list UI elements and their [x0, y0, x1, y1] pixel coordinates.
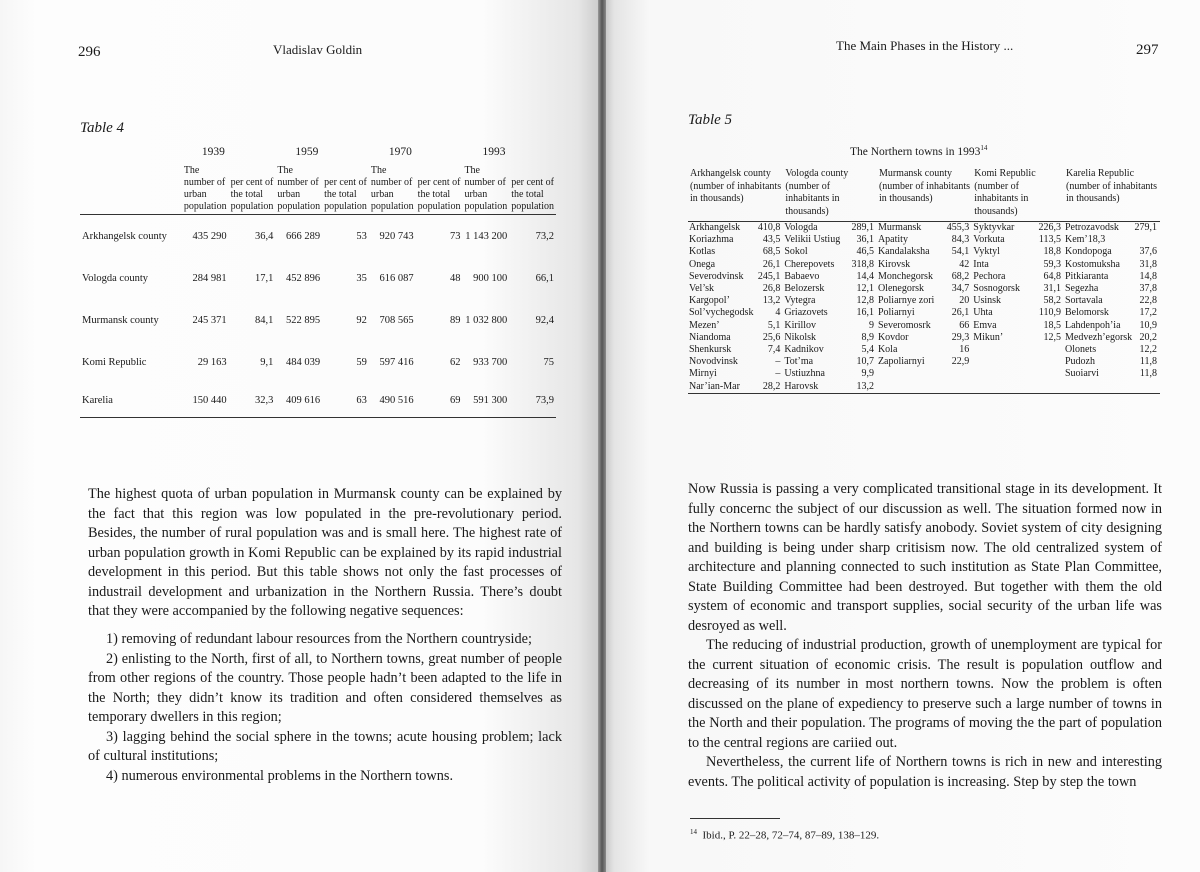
- town-population: 16: [959, 344, 970, 356]
- northern-towns-table: [688, 168, 1160, 394]
- town-population: 4: [775, 307, 781, 319]
- town-name: Vytegra: [784, 295, 816, 307]
- town-population: 31,1: [1043, 283, 1061, 295]
- town-population: 26,1: [762, 258, 781, 270]
- table-row: [688, 368, 1160, 380]
- town-population: 7,4: [767, 344, 781, 356]
- table-row: [688, 356, 1160, 368]
- paragraph: Now Russia is passing a very complicated transitional stage in its development. It fully concernc the subject of our discussion as well. The situation formed now in the Northern towns can be hardly satisfy anobody. Soviet system of city designing and building is being under sharp critisism now. The old centralized system of architecture and planning connected to such institution as State Plan Committee, State Building Committee had been destroyed. But together with them the old system of economic and transport supplies, social security of the urban life was desroyed as well.: [688, 481, 1162, 634]
- year-header: 1939: [201, 146, 225, 158]
- table-cell: 84,1: [254, 314, 274, 326]
- town-name: Kandalaksha: [877, 246, 930, 258]
- table-cell: 284 981: [192, 272, 227, 284]
- town-population: 14,4: [856, 270, 874, 282]
- table-cell: 92,4: [535, 314, 554, 326]
- list-item: 3) lagging behind the social sphere in the towns; acute housing problem; lack of cultural institutions;: [88, 728, 562, 764]
- town-name: Cherepovets: [784, 258, 835, 270]
- town-population: 9,9: [861, 368, 874, 380]
- table-cell: 522 895: [286, 314, 321, 326]
- northern-towns-body: [688, 222, 1160, 394]
- town-name: [972, 356, 1031, 368]
- table-caption: Table 4: [80, 120, 125, 136]
- col-header: Karelia Republic (number of inhabitants in thousands): [1064, 168, 1160, 222]
- col-header: The number of urban population: [182, 164, 229, 215]
- region-name: Karelia: [80, 383, 182, 418]
- town-population: 59,3: [1043, 258, 1061, 270]
- town-name: Syktyvkar: [973, 222, 1015, 233]
- table-row: [688, 234, 1160, 246]
- town-name: Kirovsk: [877, 258, 911, 270]
- col-header: The number of urban population: [369, 164, 416, 215]
- table-row: [688, 320, 1160, 332]
- town-population: 18,5: [1043, 319, 1061, 331]
- table-cell: 29 163: [197, 356, 227, 368]
- col-header: Vologda county (number of inhabitants in thousands): [783, 168, 877, 222]
- town-name: Griazovets: [784, 307, 828, 319]
- town-population: 22,9: [951, 356, 970, 368]
- table-cell: 708 565: [379, 314, 414, 326]
- paragraph: The highest quota of urban population in Murmansk county can be explained by the fact that this region was low populated in the pre-revolutionary period. Besides, the number of rural population was and is small here. The highest rate of urban population growth in Komi Republic can be explained by its rapid industrial development in this period. But this table shows not only the fast processes of industrail development and urbanization in the Northern Russia. There’s doubt that they were accompanied by the following negative sequences:: [88, 486, 562, 619]
- town-population: 54,1: [951, 246, 970, 258]
- town-name: Severodvinsk: [689, 270, 744, 282]
- town-name: Shenkursk: [689, 344, 732, 356]
- town-population: 22,8: [1139, 295, 1157, 307]
- town-name: Belozersk: [784, 283, 825, 295]
- town-population: 5,4: [861, 344, 874, 356]
- table-cell: 73,9: [509, 383, 556, 418]
- running-head: The Main Phases in the History ...: [836, 38, 1014, 53]
- town-name: Uhta: [973, 307, 993, 319]
- town-name: Tot’ma: [784, 356, 814, 368]
- town-name: Zapoliarnyi: [877, 356, 925, 368]
- table-cell: 484 039: [286, 356, 321, 368]
- table-row: [688, 283, 1160, 295]
- col-header: Arkhangelsk county (number of inhabitants in thousands): [688, 168, 783, 222]
- town-population: 43,5: [762, 234, 781, 246]
- town-population: 410,8: [757, 222, 781, 233]
- town-name: Kostomuksha: [1064, 258, 1120, 270]
- town-population: [1032, 368, 1064, 380]
- town-population: 26,8: [762, 283, 781, 295]
- town-name: Olenegorsk: [877, 283, 925, 295]
- town-population: 10,7: [856, 356, 874, 368]
- town-population: 13,2: [762, 295, 781, 307]
- town-population: 13,2: [848, 381, 877, 394]
- table-caption: Table 5: [688, 112, 733, 128]
- town-name: Suoiarvi: [1064, 368, 1099, 380]
- paragraph: The reducing of industrial production, growth of unemployment are typical for the current situation of economic crisis. The result is population outflow and decreasing of its number in most northern towns. Now the problem is often discussed on the plane of expediency to preserve such a large number of towns in the North and their population. The programs of moving the the part of population to the central regions are cariied out.: [688, 637, 1162, 751]
- col-header: Komi Republic (number of inhabitants in thousands): [972, 168, 1064, 222]
- consequences-list: [88, 630, 562, 786]
- region-name: Arkhangelsk county: [82, 230, 167, 242]
- population-table: [80, 145, 556, 418]
- table-row: [80, 299, 556, 341]
- table-cell: 597 416: [379, 356, 414, 368]
- town-population: 20,2: [1139, 331, 1157, 343]
- town-population: 42: [959, 258, 970, 270]
- table-cell: 69: [416, 383, 463, 418]
- town-population: 58,2: [1043, 295, 1061, 307]
- town-name: Emva: [973, 319, 997, 331]
- table-cell: 17,1: [254, 272, 274, 284]
- town-population: 26,1: [951, 307, 970, 319]
- region-name: Murmansk county: [82, 314, 159, 326]
- town-name: Pitkiaranta: [1064, 270, 1109, 282]
- year-header: 1993: [482, 146, 506, 158]
- town-name: Mikun’: [973, 331, 1004, 343]
- town-population: 31,8: [1139, 258, 1157, 270]
- table-cell: 245 371: [192, 314, 227, 326]
- town-name: Onega: [689, 258, 716, 270]
- town-name: Mirnyi: [689, 368, 717, 380]
- footnote: [690, 828, 879, 842]
- town-population: [1032, 344, 1064, 356]
- town-name: Poliarnye zori: [877, 295, 935, 307]
- town-population: 12,2: [1139, 344, 1157, 356]
- town-name: Koriazhma: [689, 234, 734, 246]
- list-item: 4) numerous environmental problems in the Northern towns.: [106, 767, 454, 784]
- town-name: Kola: [877, 344, 898, 356]
- town-name: Vyktyl: [973, 246, 1000, 258]
- town-name: Poliarnyi: [877, 307, 915, 319]
- town-name: Arkhangelsk: [689, 222, 741, 233]
- town-population: 14,8: [1139, 270, 1157, 282]
- town-population: 12,8: [856, 295, 874, 307]
- town-population: 68,5: [762, 246, 781, 258]
- page-number: 296: [78, 44, 101, 60]
- town-name: Harovsk: [783, 381, 847, 394]
- town-name: Babaevo: [784, 270, 820, 282]
- town-name: [1064, 381, 1133, 394]
- town-name: Sokol: [784, 246, 808, 258]
- town-name: Velikii Ustiug: [784, 234, 841, 246]
- town-population: [943, 368, 973, 380]
- town-population: –: [775, 368, 781, 380]
- town-name: Vologda: [784, 222, 818, 233]
- town-population: 64,8: [1043, 270, 1061, 282]
- town-population: 28,2: [756, 381, 783, 394]
- town-population: 289,1: [851, 222, 874, 233]
- town-name: Mezen’: [689, 319, 720, 331]
- table-cell: 63: [322, 383, 369, 418]
- town-name: Nikolsk: [784, 331, 817, 343]
- town-name: Olonets: [1064, 344, 1097, 356]
- town-name: Belomorsk: [1064, 307, 1109, 319]
- town-population: 12,1: [856, 283, 874, 295]
- table-cell: 490 516: [369, 383, 416, 418]
- town-name: Niandoma: [689, 331, 731, 343]
- table-row: [688, 344, 1160, 356]
- footnote-ref: 14: [980, 144, 988, 152]
- town-name: Severomosrk: [877, 319, 931, 331]
- town-population: 37,6: [1139, 246, 1157, 258]
- table-cell: 92: [356, 314, 367, 326]
- town-population: 34,7: [951, 283, 970, 295]
- table-cell: 89: [449, 314, 461, 326]
- town-population: 36,1: [856, 234, 874, 246]
- town-name: Vorkuta: [973, 234, 1005, 246]
- table-row: [688, 246, 1160, 258]
- list-item: 2) enlisting to the North, first of all, to Northern towns, great number of people from other regions of the country. Those people hadn’t been adapted to the life in the North; they didn’t know its tradition and often considered themselves as temporary dwellers in this region;: [88, 650, 562, 725]
- town-population: 226,3: [1038, 222, 1061, 233]
- town-population: 16,1: [856, 307, 874, 319]
- town-name: Sol’vychegodsk: [689, 307, 754, 319]
- town-population: 455,3: [946, 222, 970, 233]
- running-head: Vladislav Goldin: [273, 42, 363, 57]
- col-header: The number of urban population: [462, 164, 509, 215]
- town-name: [972, 381, 1031, 394]
- table-cell: 1 143 200: [465, 230, 508, 242]
- table-cell: 933 700: [473, 356, 508, 368]
- page-number: 297: [1136, 42, 1159, 58]
- col-header: The number of urban population: [275, 164, 322, 215]
- town-name: Sosnogorsk: [973, 283, 1020, 295]
- town-population: 37,8: [1139, 283, 1157, 295]
- town-population: 17,2: [1139, 307, 1157, 319]
- table-title: [850, 144, 987, 158]
- table-row: [688, 295, 1160, 307]
- town-name: [972, 344, 1031, 356]
- footnote-text: Ibid., P. 22–28, 72–74, 87–89, 138–129.: [702, 829, 880, 842]
- table-cell: 920 743: [379, 230, 414, 242]
- table-cell: 435 290: [192, 230, 227, 242]
- table-cell: 75: [543, 356, 554, 368]
- town-population: 245,1: [757, 270, 781, 282]
- town-name: Lahdenpoh’ia: [1064, 319, 1121, 331]
- table-title-text: The Northern towns in 1993: [850, 145, 981, 158]
- table-row: [688, 332, 1160, 344]
- footnote-rule: [690, 818, 780, 819]
- body-text: [688, 480, 1162, 792]
- town-population: 10,9: [1139, 319, 1157, 331]
- town-population: 9: [868, 319, 874, 331]
- town-population: 66: [959, 319, 970, 331]
- table-row: [688, 271, 1160, 283]
- table-cell: 150 440: [182, 383, 229, 418]
- town-population: 110,9: [1038, 307, 1061, 319]
- town-name: Pechora: [973, 270, 1006, 282]
- town-name: Inta: [973, 258, 989, 270]
- year-header: 1959: [295, 146, 319, 158]
- town-population: [1032, 381, 1064, 394]
- town-name: Kotlas: [689, 246, 716, 258]
- table-cell: 73: [449, 230, 461, 242]
- town-population: [1133, 234, 1160, 246]
- town-name: Nar’ian-Mar: [688, 381, 756, 394]
- col-header: per cent of the total population: [509, 164, 556, 215]
- town-population: 25,6: [762, 331, 781, 343]
- town-population: 84,3: [951, 234, 970, 246]
- town-name: Pudozh: [1064, 356, 1095, 368]
- col-header: Murmansk county (number of inhabitants in thousands): [877, 168, 972, 222]
- table-cell: 591 300: [462, 383, 509, 418]
- region-name: Komi Republic: [82, 356, 147, 368]
- table-cell: 36,4: [254, 230, 274, 242]
- town-population: 11,8: [1139, 356, 1157, 368]
- town-name: Medvezh’egorsk: [1064, 331, 1133, 343]
- table-cell: 900 100: [473, 272, 508, 284]
- town-population: 68,2: [951, 270, 970, 282]
- town-population: 20: [959, 295, 970, 307]
- town-population: [943, 381, 973, 394]
- book-gutter: [598, 0, 606, 872]
- footnote-mark: 14: [690, 828, 697, 836]
- town-population: 18,8: [1043, 246, 1061, 258]
- table-row: [688, 222, 1160, 235]
- town-name: Kadnikov: [784, 344, 824, 356]
- table-row: [80, 383, 556, 418]
- town-name: Murmansk: [877, 222, 922, 233]
- town-name: Monchegorsk: [877, 270, 933, 282]
- table-cell: 73,2: [535, 230, 554, 242]
- town-population: [1032, 356, 1064, 368]
- town-population: 318,8: [851, 258, 874, 270]
- table-cell: 452 896: [286, 272, 321, 284]
- town-name: [877, 381, 943, 394]
- population-table-body: [80, 215, 556, 418]
- town-name: Kondopoga: [1064, 246, 1112, 258]
- year-header: 1970: [388, 146, 412, 158]
- town-population: 12,5: [1043, 331, 1061, 343]
- col-header: per cent of the total population: [229, 164, 276, 215]
- town-name: Usinsk: [973, 295, 1002, 307]
- table-row: [80, 341, 556, 383]
- region-name: Vologda county: [82, 272, 149, 284]
- table-row: [688, 381, 1160, 394]
- town-name: Apatity: [877, 234, 908, 246]
- table-cell: 59: [356, 356, 367, 368]
- table-row: [80, 215, 556, 258]
- town-name: Segezha: [1064, 283, 1099, 295]
- table-row: [688, 259, 1160, 271]
- town-name: [972, 368, 1031, 380]
- table-cell: 53: [356, 230, 367, 242]
- town-population: 46,5: [856, 246, 874, 258]
- town-population: 8,9: [861, 331, 874, 343]
- table-cell: 409 616: [275, 383, 322, 418]
- table-row: [80, 257, 556, 299]
- table-cell: 35: [356, 272, 367, 284]
- town-population: 29,3: [951, 331, 970, 343]
- town-name: [877, 368, 943, 380]
- list-item: 1) removing of redundant labour resources from the Northern countryside;: [106, 631, 532, 647]
- table-cell: 32,3: [229, 383, 276, 418]
- town-population: 5,1: [767, 319, 781, 331]
- table-row: [688, 307, 1160, 319]
- table-cell: 66,1: [535, 272, 554, 284]
- town-population: –: [775, 356, 781, 368]
- town-name: Kirillov: [784, 319, 817, 331]
- town-name: Sortavala: [1064, 295, 1103, 307]
- town-name: Petrozavodsk: [1064, 222, 1119, 233]
- col-header: per cent of the total population: [322, 164, 369, 215]
- town-name: Ustiuzhna: [784, 368, 825, 380]
- town-name: Vel’sk: [689, 283, 714, 295]
- town-name: Kovdor: [877, 331, 909, 343]
- town-name: Kem’18,3: [1064, 234, 1106, 246]
- town-population: 279,1: [1134, 222, 1157, 233]
- body-paragraph: [88, 485, 562, 622]
- table-cell: 62: [449, 356, 461, 368]
- town-name: Kargopol’: [689, 295, 730, 307]
- table-cell: 1 032 800: [465, 314, 508, 326]
- paragraph: Nevertheless, the current life of Northern towns is rich in new and interesting events. The political activity of population is increasing. Step by step the town: [688, 754, 1162, 790]
- table-cell: 48: [449, 272, 461, 284]
- town-population: 113,5: [1038, 234, 1061, 246]
- col-header: per cent of the total population: [416, 164, 463, 215]
- town-population: [1133, 381, 1160, 394]
- table-cell: 9,1: [260, 356, 274, 368]
- town-population: 11,8: [1139, 368, 1157, 380]
- table-cell: 666 289: [286, 230, 321, 242]
- table-cell: 616 087: [379, 272, 414, 284]
- town-name: Novodvinsk: [689, 356, 738, 368]
